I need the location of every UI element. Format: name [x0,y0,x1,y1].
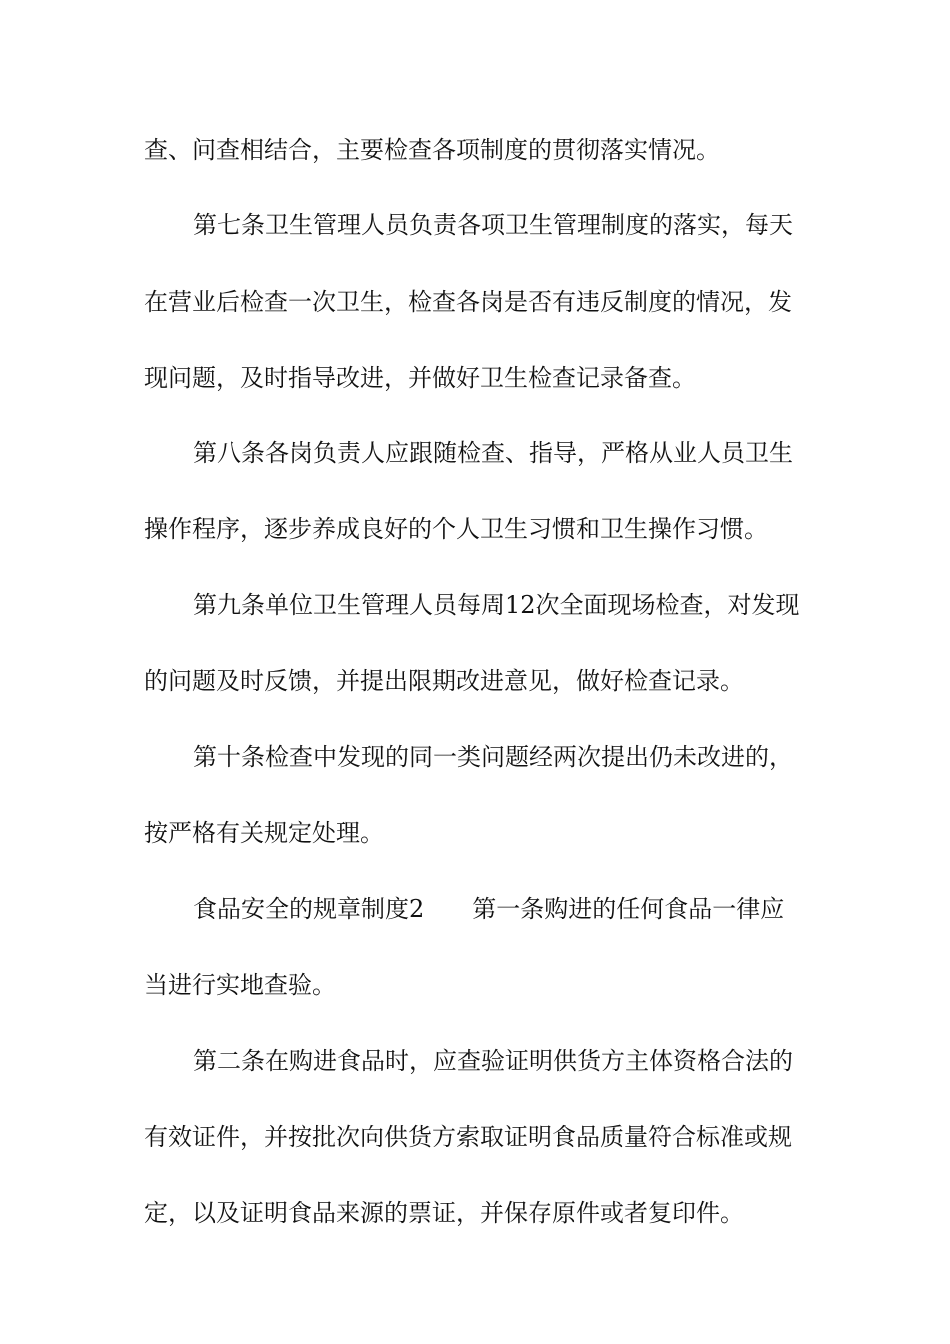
paragraph-line: 第十条检查中发现的同一类问题经两次提出仍未改进的， [193,743,793,771]
text-line: 当进行实地查验。 [144,971,336,999]
paragraph-line: 第八条各岗负责人应跟随检查、指导，严格从业人员卫生 [193,439,793,467]
text-line: 现问题，及时指导改进，并做好卫生检查记录备查。 [144,364,696,392]
text-line: 在营业后检查一次卫生，检查各岗是否有违反制度的情况，发 [144,288,792,316]
section-title: 食品安全的规章制度2 [193,895,425,923]
section-heading-line [193,889,863,929]
paragraph-line: 第九条单位卫生管理人员每周12次全面现场检查，对发现 [193,591,800,619]
text-line: 操作程序，逐步养成良好的个人卫生习惯和卫生操作习惯。 [144,515,768,543]
paragraph-line: 第二条在购进食品时，应查验证明供货方主体资格合法的 [193,1047,793,1075]
paragraph-line: 第七条卫生管理人员负责各项卫生管理制度的落实，每天 [193,211,793,239]
text-line: 按严格有关规定处理。 [144,819,384,847]
section-first-clause: 第一条购进的任何食品一律应 [472,895,785,923]
text-line: 的问题及时反馈，并提出限期改进意见，做好检查记录。 [144,667,744,695]
text-line: 定，以及证明食品来源的票证，并保存原件或者复印件。 [144,1199,744,1227]
text-line: 查、问查相结合，主要检查各项制度的贯彻落实情况。 [144,136,720,164]
text-line: 有效证件，并按批次向供货方索取证明食品质量符合标准或规 [144,1123,792,1151]
